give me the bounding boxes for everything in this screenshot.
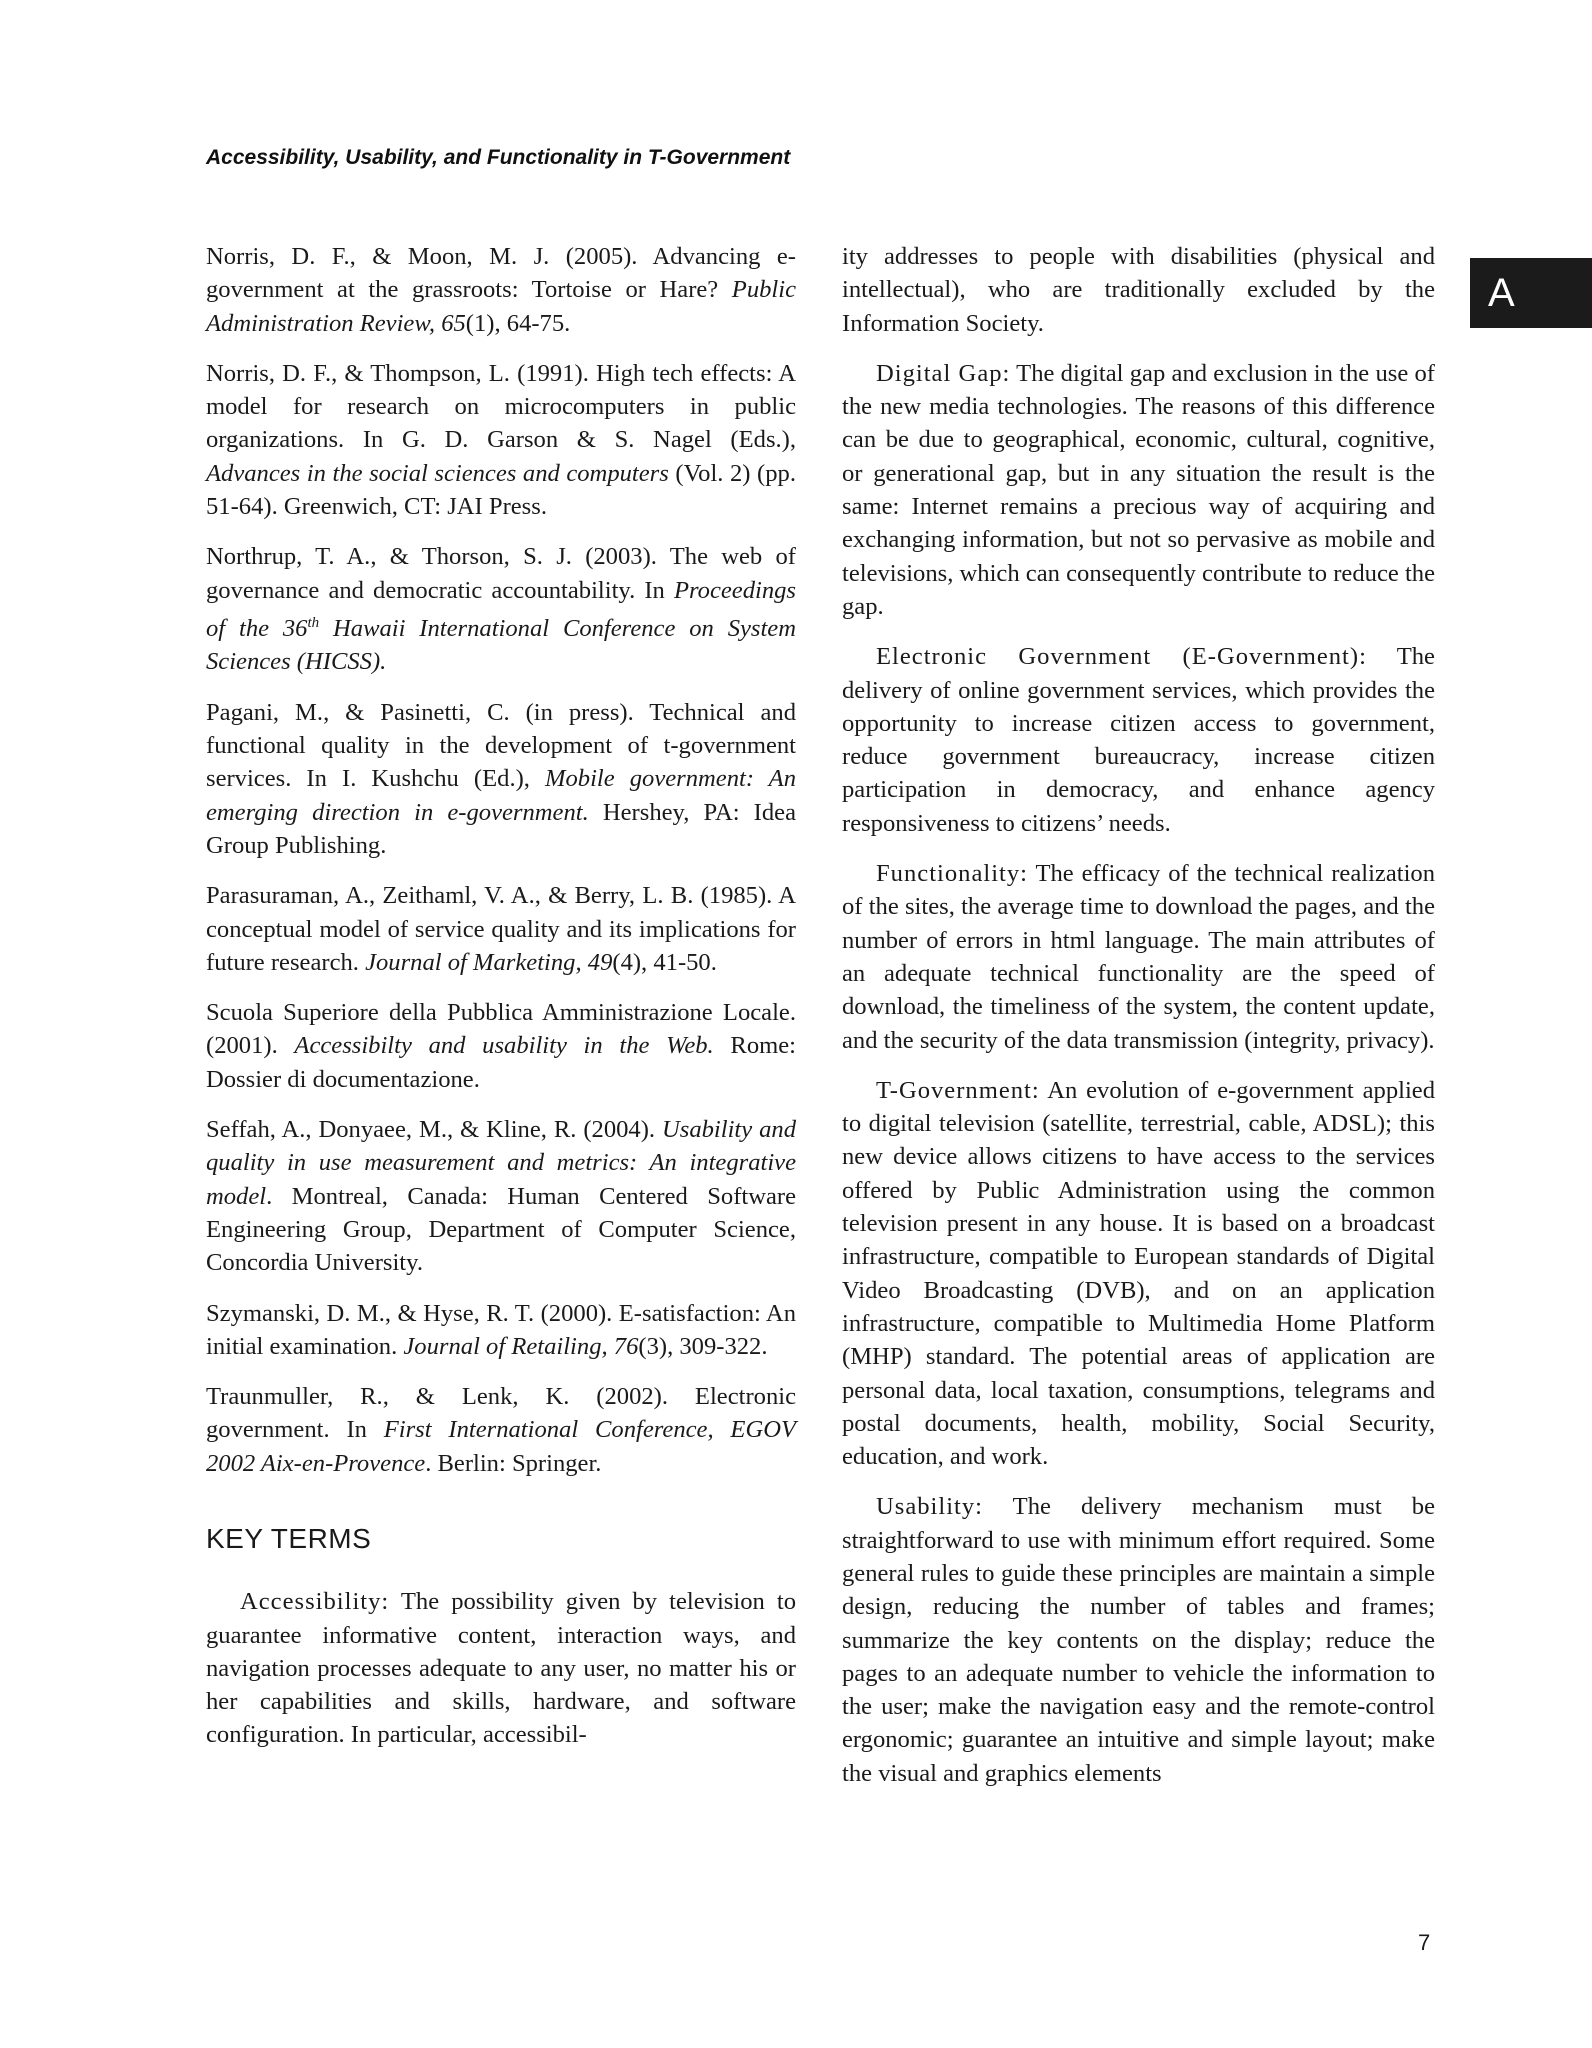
reference-entry: Northrup, T. A., & Thorson, S. J. (2003). The web of governance and democratic accountability. In Proceedings of the 36th Hawaii International Conference on System Sciences (HICSS). — [206, 543, 796, 676]
reference-entry: Seffah, A., Donyaee, M., & Kline, R. (2004). Usability and quality in use measurement and metrics: An integrative model. Montreal, Canada: Human Centered Software Engineering Group, Department of Computer Science, Concordia University. — [206, 1116, 796, 1277]
term-name: Digital Gap: — [876, 359, 1011, 387]
reference-entry: Traunmuller, R., & Lenk, K. (2002). Electronic government. In First International Conference, EGOV 2002 Aix-en-Provence. Berlin: Springer. — [206, 1383, 796, 1477]
left-column — [206, 240, 796, 1769]
term-name: Electronic Government (E-Government): — [876, 643, 1367, 671]
term-e-government: Electronic Government (E-Government): The delivery of online government services, which provides the opportunity to increase citizen access to government, reduce government bureaucracy, increase citizen participation in democracy, and enhance agency responsiveness to citizens’ needs. — [842, 643, 1435, 837]
running-title: Accessibility, Usability, and Functionality in T-Government — [206, 146, 791, 169]
reference-entry: Szymanski, D. M., & Hyse, R. T. (2000). E-satisfaction: An initial examination. Journal of Retailing, 76(3), 309-322. — [206, 1299, 796, 1360]
term-accessibility-continued: ity addresses to people with disabilities (physical and intellectual), who are traditionally excluded by the Information Society. — [842, 243, 1435, 337]
term-accessibility: Accessibility: The possibility given by television to guarantee informative content, interaction ways, and navigation processes adequate to any user, no matter his or her capabilities and skills, hardware, and software configuration. In particular, accessibil- — [206, 1588, 796, 1749]
term-t-government: T-Government: An evolution of e-government applied to digital television (satellite, terrestrial, cable, ADSL); this new device allows citizens to have access to the services offered by Public Administration using the common television present in any house. It is based on a broadcast infrastructure, compatible to European standards of Digital Video Broadcasting (DVB), and on an application infrastructure, compatible to Multimedia Home Platform (MHP) standard. The potential areas of application are personal data, local taxation, consumptions, telegrams and postal documents, health, mobility, Social Security, education, and work. — [842, 1076, 1435, 1471]
page-number: 7 — [1418, 1930, 1431, 1955]
reference-entry: Pagani, M., & Pasinetti, C. (in press). Technical and functional quality in the development of t-government services. In I. Kushchu (Ed.), Mobile government: An emerging direction in e-government. Hershey, PA: Idea Group Publishing. — [206, 698, 797, 859]
reference-entry: Scuola Superiore della Pubblica Amministrazione Locale. (2001). Accessibilty and usability in the Web. Rome: Dossier di documentazione. — [206, 999, 796, 1093]
term-name: T-Government: — [876, 1076, 1040, 1104]
term-name: Accessibility: — [240, 1588, 390, 1616]
term-functionality: Functionality: The efficacy of the technical realization of the sites, the average time to download the pages, and the number of errors in html language. The main attributes of an adequate technical functionality are the speed of download, the timeliness of the system, the content update, and the security of the data transmission (integrity, privacy). — [842, 860, 1435, 1054]
right-column — [842, 240, 1435, 1807]
term-digital-gap: Digital Gap: The digital gap and exclusion in the use of the new media technologies. The reasons of this difference can be due to geographical, economic, cultural, cognitive, or generational gap, but in any situation the result is the same: Internet remains a precious way of acquiring and exchanging information, but not so pervasive as mobile and televisions, which can consequently contribute to reduce the gap. — [842, 359, 1435, 620]
section-thumb-tab: A — [1470, 258, 1592, 328]
term-usability: Usability: The delivery mechanism must be straightforward to use with minimum effort required. Some general rules to guide these principles are maintain a simple design, reducing the number of tables and frames; summarize the key contents on the display; reduce the pages to an adequate number to vehicle the information to the user; make the navigation easy and the remote-control ergonomic; guarantee an intuitive and simple layout; make the visual and graphics elements — [842, 1493, 1435, 1787]
term-name: Functionality: — [876, 860, 1028, 888]
key-terms-heading: KEY TERMS — [206, 1522, 372, 1554]
term-name: Usability: — [876, 1493, 984, 1521]
reference-entry: Norris, D. F., & Thompson, L. (1991). High tech effects: A model for research on microcomputers in public organizations. In G. D. Garson & S. Nagel (Eds.), Advances in the social sciences and computers (Vol. 2) (pp. 51-64). Greenwich, CT: JAI Press. — [206, 359, 796, 521]
reference-entry: Parasuraman, A., Zeithaml, V. A., & Berry, L. B. (1985). A conceptual model of service quality and its implications for future research. Journal of Marketing, 49(4), 41-50. — [206, 882, 796, 976]
reference-entry: Norris, D. F., & Moon, M. J. (2005). Advancing e-government at the grassroots: Tortoise or Hare? Public Administration Review, 65(1), 64-75. — [206, 243, 796, 337]
